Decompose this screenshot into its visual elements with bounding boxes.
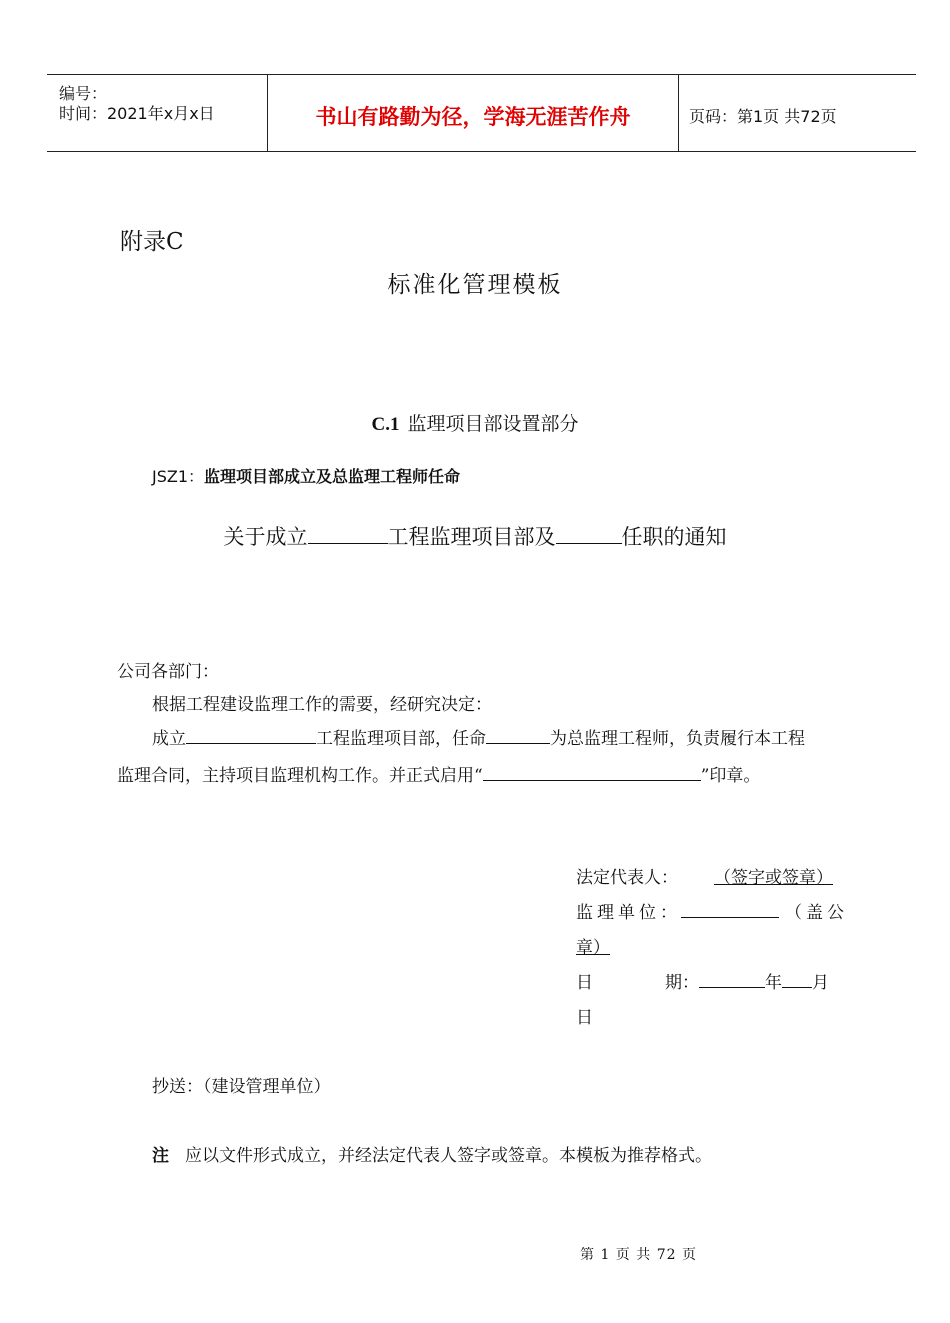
cc-line: 抄送：（建设管理单位） [152, 1077, 331, 1097]
body-line-3-b: ”印章。 [700, 766, 761, 786]
unit-hint: （盖公 [785, 903, 848, 923]
unit-line-end [576, 933, 610, 958]
notice-title-part3: 任职的通知 [621, 525, 727, 549]
section-number: C.1 [371, 414, 400, 435]
legal-rep-line [576, 863, 833, 888]
note-label: 注 [152, 1146, 169, 1166]
year-label: 年 [765, 973, 782, 993]
month-label: 月 [812, 973, 829, 993]
body-line-2 [152, 724, 805, 749]
body-line-3-a: 监理合同，主持项目监理机构工作。并正式启用“ [117, 766, 483, 786]
year-blank[interactable] [699, 969, 765, 988]
body-line-2-a: 成立 [152, 729, 186, 749]
header-motto-cell [268, 75, 679, 151]
note-line [152, 1141, 712, 1166]
header-page-info: 页码：第1页 共72页 [689, 107, 837, 126]
month-blank[interactable] [782, 969, 812, 988]
legal-rep-signature-field[interactable] [678, 868, 833, 888]
project-blank[interactable] [186, 725, 316, 744]
note-text: 应以文件形式成立，并经法定代表人签字或签章。本模板为推荐格式。 [185, 1146, 712, 1166]
header-motto: 书山有路勤为径，学海无涯苦作舟 [315, 105, 631, 129]
header-meta [47, 75, 268, 151]
page-header [47, 74, 916, 152]
notice-title [0, 521, 950, 551]
date-line [576, 968, 829, 993]
salutation: 公司各部门： [117, 662, 219, 682]
document-number-label: 编号： [59, 84, 108, 103]
section-heading [0, 409, 950, 436]
body-line-2-b: 工程监理项目部，任命 [316, 729, 486, 749]
day-label: 日 [576, 1008, 593, 1028]
date-label-2: 期： [665, 973, 699, 993]
director-blank[interactable] [486, 725, 550, 744]
notice-title-part1: 关于成立 [223, 525, 308, 549]
date-label-1: 日 [576, 973, 593, 993]
unit-hint-end: 章） [576, 938, 610, 958]
body-line-2-c: 为总监理工程师，负责履行本工程 [550, 729, 805, 749]
header-page-cell [679, 75, 916, 151]
unit-line [576, 898, 848, 923]
unit-label: 监理单位： [576, 903, 681, 923]
section-name: 监理项目部设置部分 [407, 413, 579, 435]
day-line [576, 1003, 593, 1028]
notice-title-part2: 工程监理项目部及 [387, 525, 556, 549]
page-title: 标准化管理模板 [387, 272, 563, 298]
legal-rep-hint: （签字或签章） [714, 868, 833, 888]
unit-seal-blank[interactable] [681, 899, 779, 918]
legal-rep-label: 法定代表人： [576, 868, 678, 888]
appendix-label: 附录C [120, 229, 184, 255]
body-line-1: 根据工程建设监理工作的需要，经研究决定： [152, 695, 492, 715]
body-line-3 [117, 761, 760, 786]
person-name-blank[interactable] [556, 525, 622, 544]
form-heading [152, 464, 460, 487]
project-name-blank[interactable] [308, 525, 388, 544]
seal-name-blank[interactable] [483, 762, 701, 781]
form-code: JSZ1： [152, 467, 205, 486]
document-time: 时间：2021年x月x日 [59, 104, 215, 123]
form-name: 监理项目部成立及总监理工程师任命 [204, 467, 461, 486]
page-footer: 第 1 页 共 72 页 [580, 1247, 697, 1263]
